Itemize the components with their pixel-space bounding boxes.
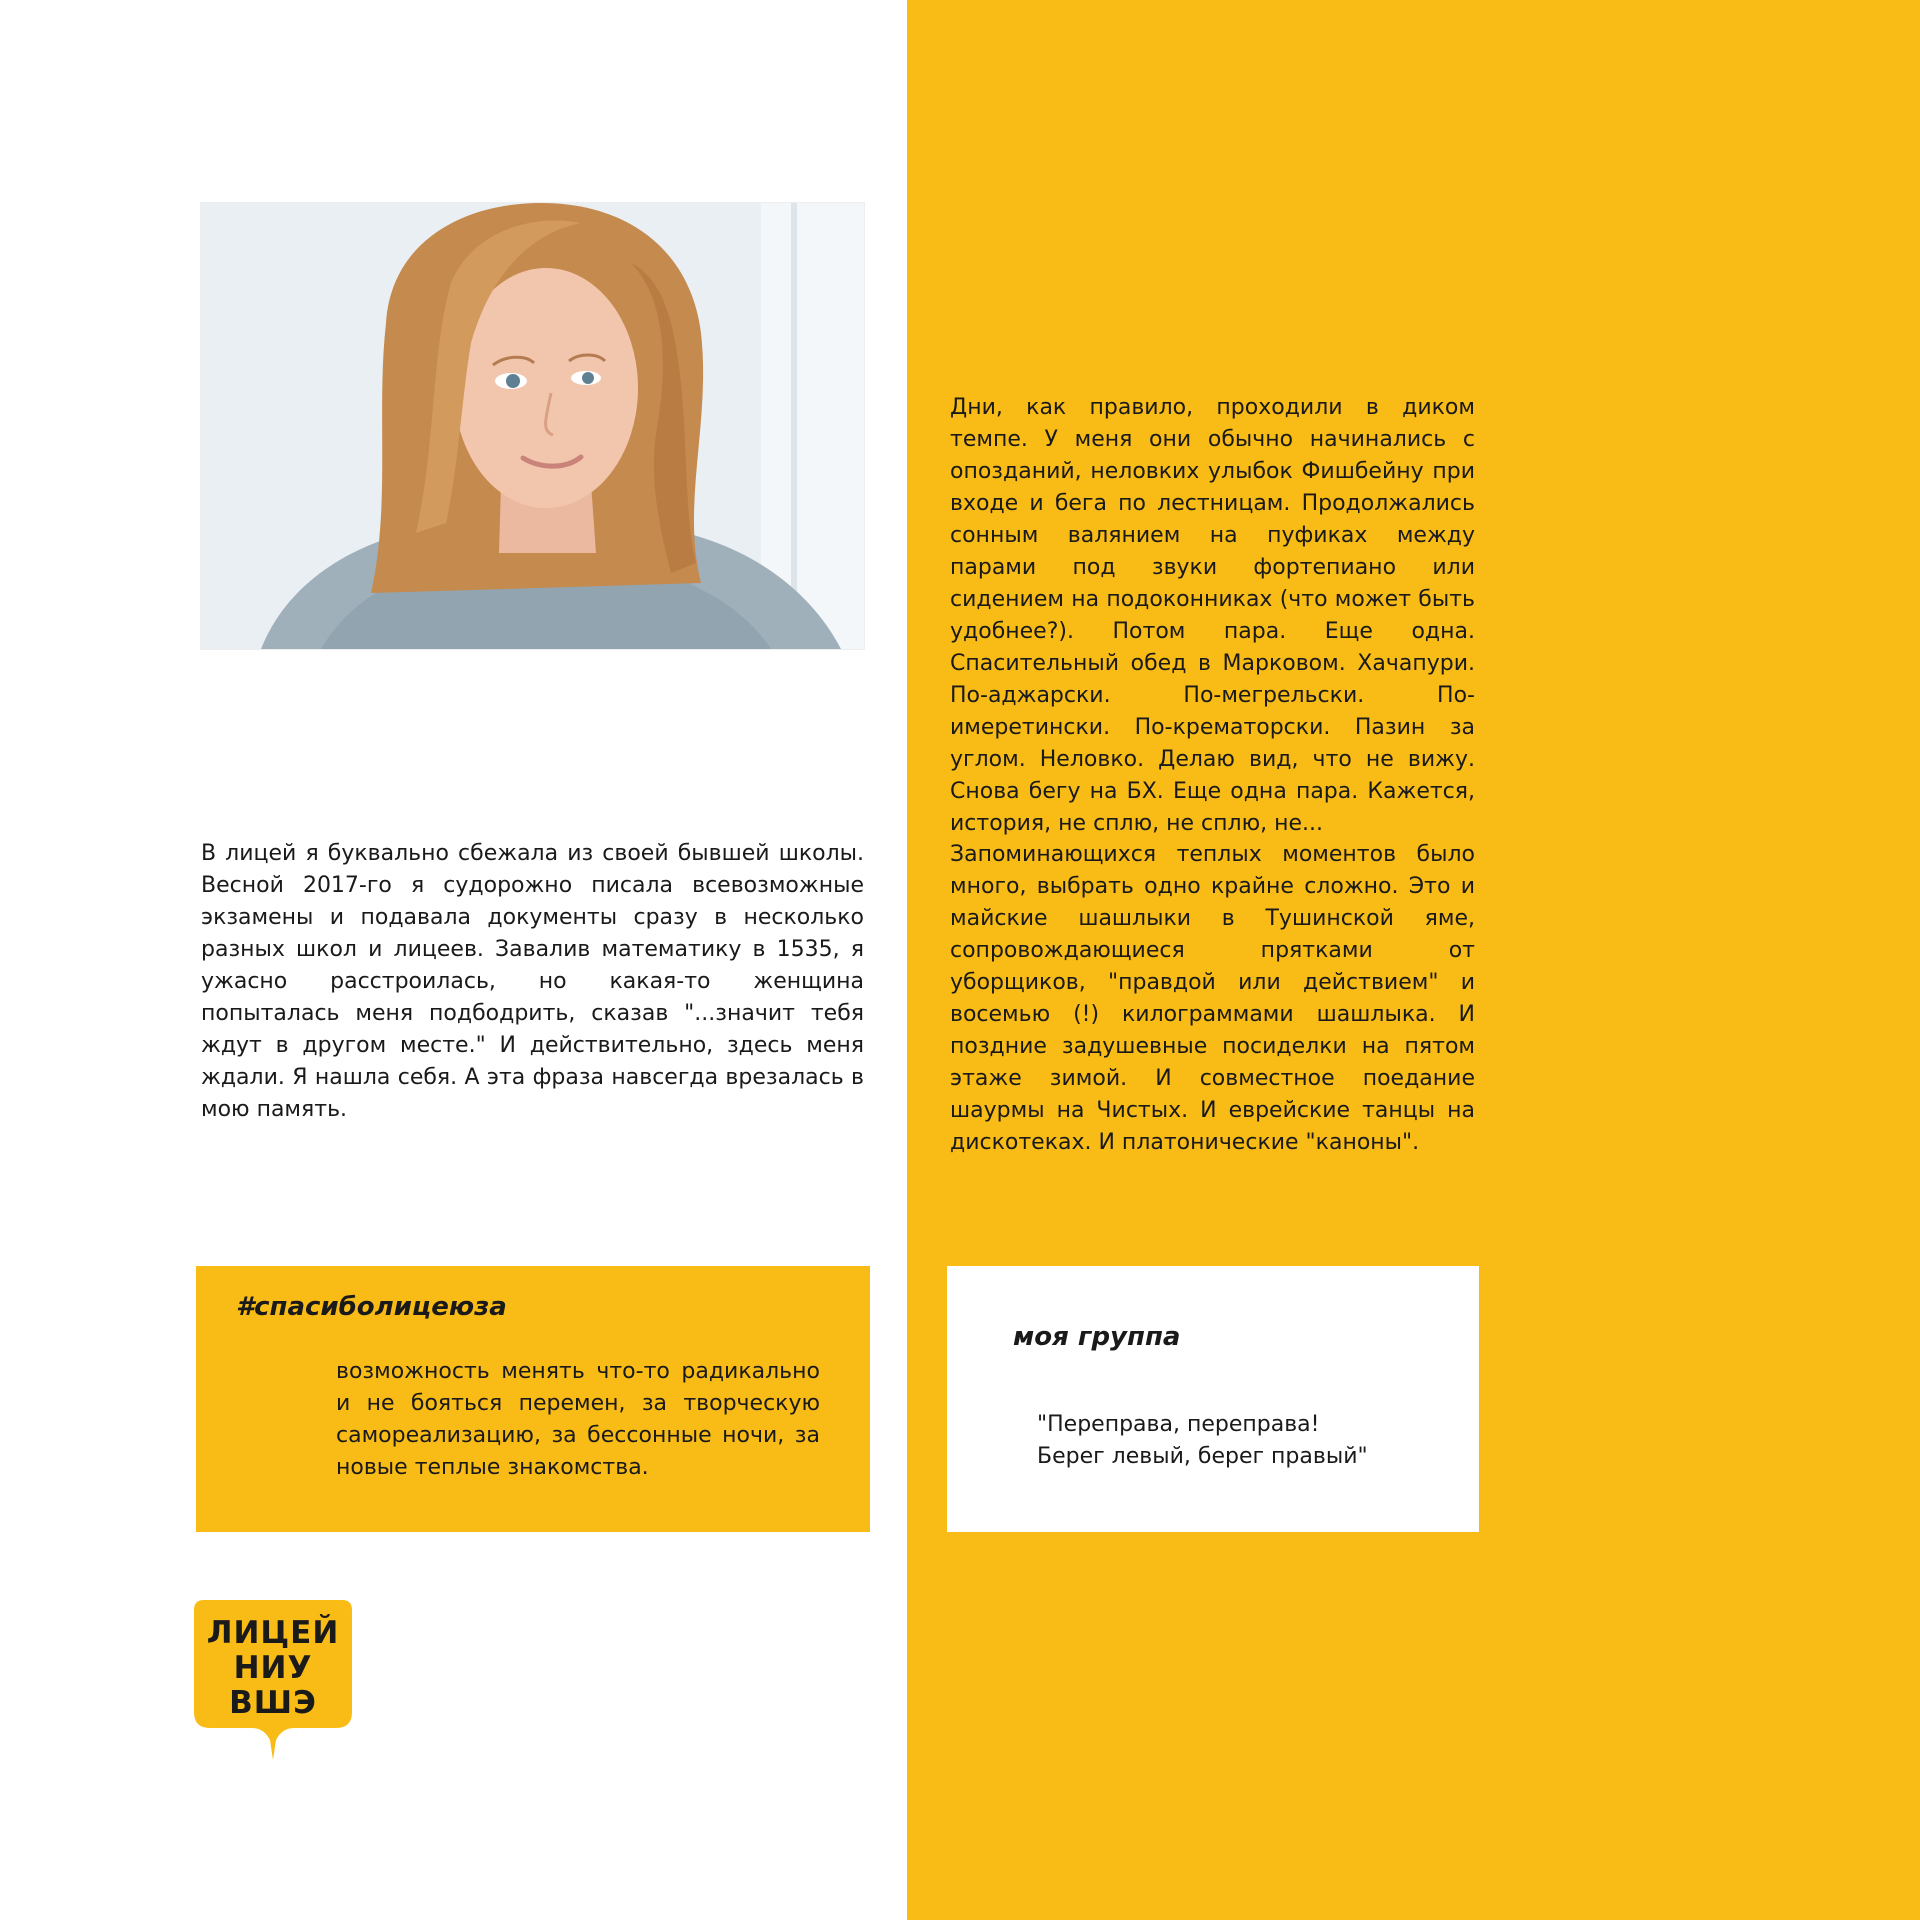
hashtag-title: #спасиболицеюза <box>236 1292 507 1322</box>
my-group-box <box>947 1266 1479 1532</box>
thanks-lyceum-box <box>196 1266 870 1532</box>
logo-line-1: ЛИЦЕЙ <box>206 1615 340 1651</box>
lyceum-hse-logo <box>194 1600 352 1762</box>
logo-text <box>194 1616 352 1721</box>
group-quote-line-2: Берег левый, берег правый" <box>1037 1444 1368 1469</box>
hashtag-text: возможность менять что-то радикально и не бояться перемен, за творческую самореализацию, за бессонные ночи, за новые теплые знакомства. <box>336 1359 820 1480</box>
group-quote-line-1: "Переправа, переправа! <box>1037 1412 1320 1437</box>
intro-paragraph: В лицей я буквально сбежала из своей бывшей школы. Весной 2017-го я судорожно писала всевозможные экзамены и подавала документы сразу в несколько разных школ и лицеев. Завалив математику в 1535, я ужасно расстроилась, но какая-то женщина попыталась меня подбодрить, сказав "...значит тебя ждут в другом месте." И действительно, здесь меня ждали. Я нашла себя. А эта фраза навсегда врезалась в мою память. <box>201 841 864 1122</box>
logo-line-2: НИУ <box>233 1650 313 1686</box>
student-portrait-photo <box>201 203 864 649</box>
group-quote <box>1037 1409 1368 1473</box>
daily-life-paragraph: Дни, как правило, проходили в диком темпе. У меня они обычно начинались с опозданий, неловких улыбок Фишбейну при входе и бега по лестницам. Продолжались сонным валянием на пуфиках между парами под звуки фортепиано или сидением на подоконниках (что может быть удобнее?). Потом пара. Еще одна. Спасительный обед в Марковом. Хачапури. По-аджарски. По-мегрельски. По-имеретински. По-крематорски. Пазин за углом. Неловко. Делаю вид, что не вижу. Снова бегу на БХ. Еще одна пара. Кажется, история, не сплю, не сплю, не... <box>950 395 1475 836</box>
memories-paragraph: Запоминающихся теплых моментов было много, выбрать одно крайне сложно. Это и майские шашлыки в Тушинской яме, сопровождающиеся прятками от уборщиков, "правдой или действием" и восемью (!) килограммами шашлыка. И поздние задушевные посиделки на пятом этаже зимой. И совместное поедание шаурмы на Чистых. И еврейские танцы на дискотеках. И платонические "каноны". <box>950 842 1475 1155</box>
logo-line-3: ВШЭ <box>229 1685 317 1721</box>
group-title: моя группа <box>1013 1322 1181 1352</box>
